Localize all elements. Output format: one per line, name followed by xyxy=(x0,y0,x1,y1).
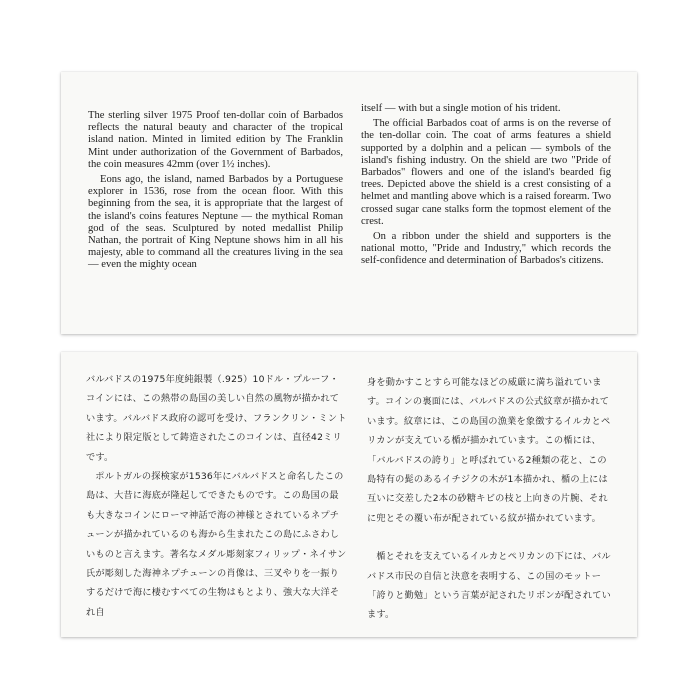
english-left-column xyxy=(88,110,343,275)
english-right-column xyxy=(361,103,611,271)
japanese-paragraph-motto: 楯とそれを支えているイルカとペリカンの下には、バルバドス市民の自信と決意を表明する、この国のモットー「誇りと勤勉」という言葉が記されたリボンが配されています。 xyxy=(367,551,612,621)
japanese-right-column xyxy=(367,373,612,625)
japanese-paragraph-intro: バルバドスの1975年度純銀製（.925）10ドル・プルーフ・コインには、この熱帯の島国の美しい自然の風物が描かれています。バルバドス政府の認可を受け、フランクリン・ミント社により限定版として鋳造されたこのコインは、直径42ミリです。 xyxy=(86,374,347,463)
japanese-paragraph-coat-of-arms: 身を動かすことすら可能なほどの威厳に満ち溢れています。コインの裏面には、バルバドスの公式紋章が描かれています。紋章には、この島国の漁業を象徴するイルカとペリカンが支えている楯が描かれています。この楯には、「バルバドスの誇り」と呼ばれている2種類の花と、この島特有の髭のあるイチジクの木が1本描かれ、楯の上には互いに交差した2本の砂糖キビの枝と上向きの片腕、それに兜とその覆い布が配されている紋が描かれています。 xyxy=(367,377,611,524)
japanese-card xyxy=(61,352,637,637)
english-paragraph-motto: On a ribbon under the shield and supporters is the national motto, "Pride and Industry," which records the self-confidence and determination of Barbados's citizens. xyxy=(361,231,611,267)
english-card xyxy=(61,72,637,334)
english-paragraph-coat-of-arms: The official Barbados coat of arms is on the reverse of the ten-dollar coin. The coat of arms features a shield supported by a dolphin and a pelican — symbols of the island's fishing industry. On the shield are two "Pride of Barbados" flowers and one of the island's bearded fig trees. Depicted above the shield is a crest consisting of a helmet and mantling above which is a raised forearm. Two crossed sugar cane stalks form the topmost element of the crest. xyxy=(361,118,611,227)
japanese-paragraph-history: ポルトガルの探検家が1536年にバルバドスと命名したこの島は、大昔に海底が隆起してできたものです。この島国の最も大きなコインにローマ神話で海の神様とされているネプチューンが描かれているのも海から生まれたこの島にふさわしいものと言えます。著名なメダル彫刻家フィリップ・ネイサン氏が彫刻した海神ネプチューンの肖像は、三叉やりを一振りするだけで海に棲むすべての生物はもとより、強大な大洋それ自 xyxy=(86,471,347,618)
english-paragraph-continuation: itself — with but a single motion of his trident. xyxy=(361,103,561,114)
japanese-left-column xyxy=(86,370,348,622)
english-paragraph-intro: The sterling silver 1975 Proof ten-dollar coin of Barbados reflects the natural beauty and character of the tropical island nation. Minted in limited edition by The Franklin Mint under authorization of the Government of Barbados, the coin measures 42mm (over 1½ inches). xyxy=(88,110,343,170)
english-paragraph-history: Eons ago, the island, named Barbados by a Portuguese explorer in 1536, rose from the ocean floor. With this beginning from the sea, it is appropriate that the largest of the island's coins features Neptune — the mythical Roman god of the seas. Sculptured by noted medallist Philip Nathan, the portrait of King Neptune shows him in all his majesty, able to command all the creatures living in the sea — even the mighty ocean xyxy=(88,174,343,271)
